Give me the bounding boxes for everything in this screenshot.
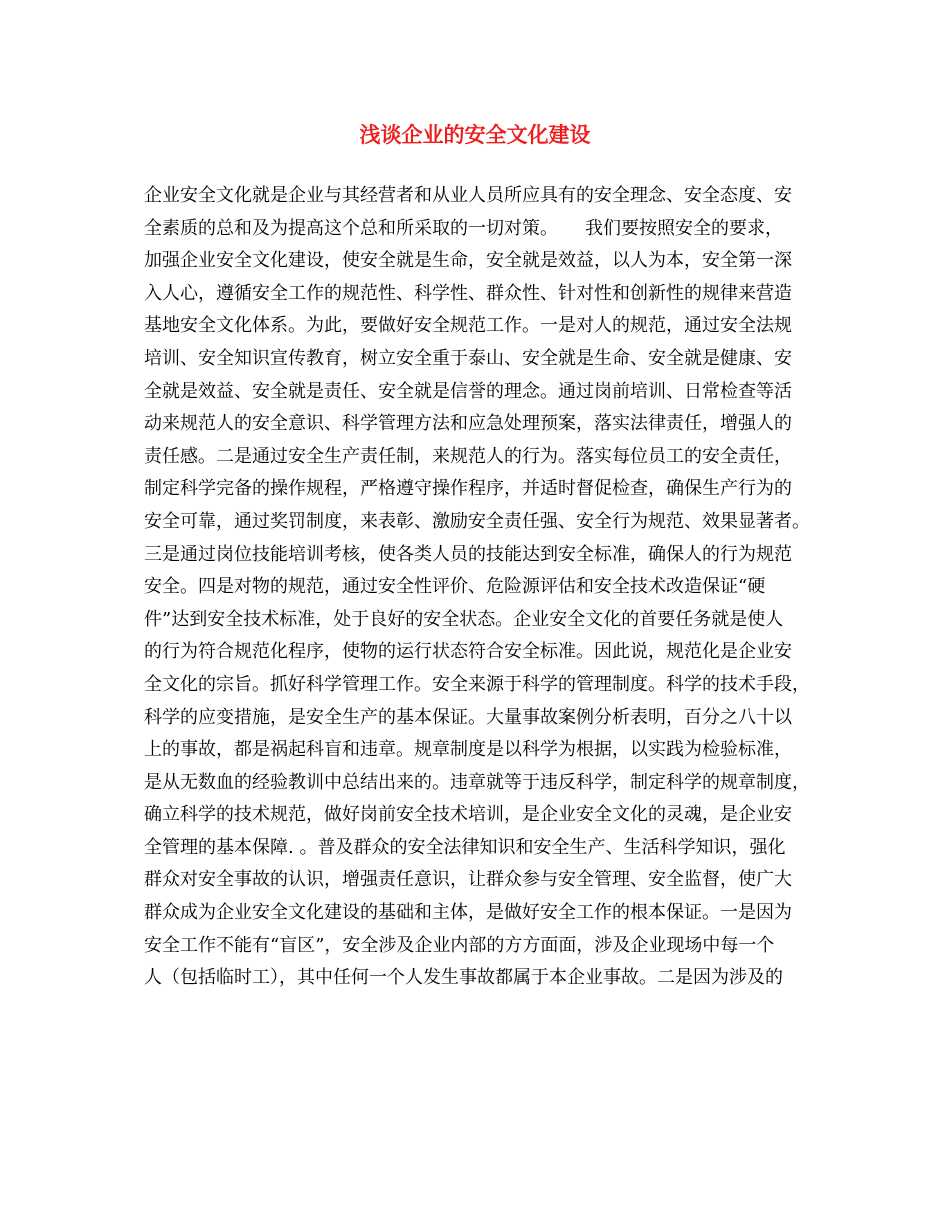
- body-text-line: 基地安全文化体系。为此，要做好安全规范工作。一是对人的规范，通过安全法规: [144, 315, 792, 337]
- body-text-line: 企业安全文化就是企业与其经营者和从业人员所应具有的安全理念、安全态度、安: [144, 185, 792, 206]
- document-body: [144, 180, 824, 995]
- body-text-line: 三是通过岗位技能培训考核，使各类人员的技能达到安全标准，确保人的行为规范: [144, 543, 792, 565]
- body-text-line: 制定科学完备的操作规程，严格遵守操作程序，并适时督促检查，确保生产行为的: [144, 478, 792, 500]
- body-text-line: 是从无数血的经验教训中总结出来的。违章就等于违反科学，制定科学的规章制度，: [144, 771, 810, 793]
- body-text-line: 培训、安全知识宣传教育，树立安全重于泰山、安全就是生命、安全就是健康、安: [144, 347, 792, 369]
- body-text-line: 全管理的基本保障. 。普及群众的安全法律知识和安全生产、生活科学知识，强化: [144, 836, 786, 858]
- body-text-line: 安全可靠，通过奖罚制度，来表彰、激励安全责任强、安全行为规范、效果显著者。: [144, 510, 810, 532]
- body-text-line: 安全。四是对物的规范，通过安全性评价、危险源评估和安全技术改造保证“硬: [144, 576, 766, 598]
- document-title: 浅谈企业的安全文化建设: [359, 122, 591, 147]
- body-text-line: 上的事故，都是祸起科盲和违章。规章制度是以科学为根据，以实践为检验标准，: [144, 739, 792, 761]
- body-text-line: 全文化的宗旨。抓好科学管理工作。安全来源于科学的管理制度。科学的技术手段，: [144, 673, 810, 695]
- body-text-line: 动来规范人的安全意识、科学管理方法和应急处理预案，落实法律责任，增强人的: [144, 413, 792, 435]
- body-text-line: 入人心，遵循安全工作的规范性、科学性、群众性、针对性和创新性的规律来营造: [144, 282, 792, 304]
- body-text-line: 加强企业安全文化建设，使安全就是生命，安全就是效益，以人为本，安全第一深: [144, 250, 792, 272]
- body-text-line: 责任感。二是通过安全生产责任制，来规范人的行为。落实每位员工的安全责任，: [144, 445, 792, 467]
- body-text-line: 科学的应变措施，是安全生产的基本保证。大量事故案例分析表明，百分之八十以: [144, 706, 792, 728]
- body-text-line: 人（包括临时工），其中任何一个人发生事故都属于本企业事故。二是因为涉及的: [144, 967, 783, 989]
- body-text-line: 的行为符合规范化程序，使物的运行状态符合安全标准。因此说，规范化是企业安: [144, 641, 792, 663]
- body-text-line: 全素质的总和及为提高这个总和所采取的一切对策。 我们要按照安全的要求，: [144, 217, 783, 239]
- body-text-line: 件”达到安全技术标准，处于良好的安全状态。企业安全文化的首要任务就是使人: [144, 608, 784, 630]
- body-text-line: 群众对安全事故的认识，增强责任意识，让群众参与安全管理、安全监督，使广大: [144, 869, 792, 891]
- body-text-line: 群众成为企业安全文化建设的基础和主体，是做好安全工作的根本保证。一是因为: [144, 902, 792, 924]
- body-text-line: 确立科学的技术规范，做好岗前安全技术培训，是企业安全文化的灵魂，是企业安: [144, 804, 792, 826]
- body-text-line: 安全工作不能有“盲区”，安全涉及企业内部的方方面面，涉及企业现场中每一个: [144, 934, 775, 956]
- body-text-line: 全就是效益、安全就是责任、安全就是信誉的理念。通过岗前培训、日常检查等活: [144, 380, 792, 402]
